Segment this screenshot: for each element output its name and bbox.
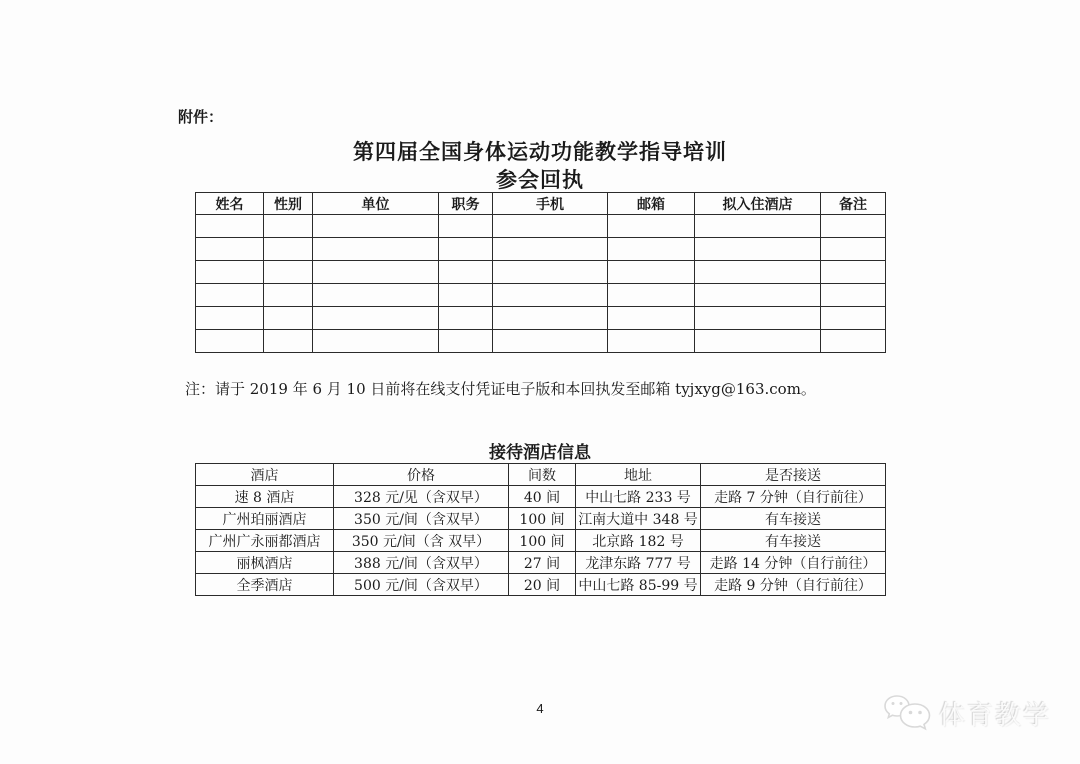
reply-empty-cell: [264, 284, 313, 307]
reply-empty-cell: [608, 238, 695, 261]
reply-empty-cell: [196, 284, 264, 307]
reply-empty-row: [196, 238, 886, 261]
reply-column-header: 拟入住酒店: [695, 193, 821, 215]
reply-empty-cell: [439, 261, 493, 284]
reply-column-header: 手机: [493, 193, 608, 215]
reply-empty-cell: [264, 307, 313, 330]
reply-empty-cell: [264, 330, 313, 353]
hotel-cell: 27 间: [509, 552, 576, 574]
reply-empty-cell: [196, 330, 264, 353]
reply-empty-row: [196, 284, 886, 307]
hotel-section-title: 接待酒店信息: [489, 443, 591, 462]
reply-empty-cell: [313, 215, 439, 238]
reply-empty-cell: [313, 261, 439, 284]
hotel-row: [196, 530, 886, 552]
reply-empty-cell: [264, 261, 313, 284]
reply-empty-cell: [264, 238, 313, 261]
hotel-cell: 中山七路 85-99 号: [576, 574, 701, 596]
hotel-column-header: 酒店: [196, 464, 334, 486]
hotel-cell: 全季酒店: [196, 574, 334, 596]
hotel-cell: 速 8 酒店: [196, 486, 334, 508]
hotel-column-header: 是否接送: [701, 464, 886, 486]
reply-empty-cell: [821, 330, 886, 353]
hotel-row: [196, 574, 886, 596]
reply-empty-cell: [439, 238, 493, 261]
watermark-text: 体育教学: [939, 700, 1052, 731]
reply-empty-cell: [196, 307, 264, 330]
reply-empty-cell: [608, 215, 695, 238]
reply-empty-cell: [439, 330, 493, 353]
reply-empty-cell: [313, 238, 439, 261]
reply-form-table: [195, 192, 886, 353]
hotel-cell: 有车接送: [701, 530, 886, 552]
reply-empty-cell: [608, 330, 695, 353]
reply-empty-cell: [608, 284, 695, 307]
hotel-column-header: 地址: [576, 464, 701, 486]
reply-empty-cell: [821, 261, 886, 284]
reply-empty-cell: [493, 330, 608, 353]
reply-empty-cell: [821, 215, 886, 238]
reply-empty-cell: [493, 215, 608, 238]
reply-empty-cell: [313, 284, 439, 307]
reply-empty-cell: [695, 330, 821, 353]
hotel-cell: 北京路 182 号: [576, 530, 701, 552]
reply-empty-cell: [439, 215, 493, 238]
reply-empty-cell: [196, 215, 264, 238]
reply-column-header: 邮箱: [608, 193, 695, 215]
hotel-cell: 20 间: [509, 574, 576, 596]
hotel-cell: 中山七路 233 号: [576, 486, 701, 508]
note-text: 注：请于 2019 年 6 月 10 日前将在线支付凭证电子版和本回执发至邮箱 tyjxyg@163.com。: [185, 380, 816, 398]
reply-empty-cell: [695, 261, 821, 284]
reply-column-header: 职务: [439, 193, 493, 215]
hotel-column-header: 价格: [334, 464, 509, 486]
reply-empty-cell: [264, 215, 313, 238]
hotel-row: [196, 486, 886, 508]
reply-empty-cell: [695, 307, 821, 330]
reply-empty-row: [196, 215, 886, 238]
hotel-cell: 走路 7 分钟（自行前往）: [701, 486, 886, 508]
hotel-row: [196, 552, 886, 574]
hotel-cell: 40 间: [509, 486, 576, 508]
reply-empty-cell: [313, 307, 439, 330]
page-number: 4: [536, 701, 544, 716]
hotel-cell: 有车接送: [701, 508, 886, 530]
reply-empty-cell: [821, 238, 886, 261]
reply-empty-cell: [493, 261, 608, 284]
hotel-info-table: [195, 463, 886, 596]
hotel-cell: 龙津东路 777 号: [576, 552, 701, 574]
document-title-line2: 参会回执: [496, 169, 584, 192]
hotel-cell: 100 间: [509, 530, 576, 552]
hotel-cell: 广州珀丽酒店: [196, 508, 334, 530]
reply-empty-cell: [439, 307, 493, 330]
hotel-cell: 350 元/间（含双早）: [334, 508, 509, 530]
hotel-cell: 走路 14 分钟（自行前往）: [701, 552, 886, 574]
hotel-cell: 100 间: [509, 508, 576, 530]
reply-empty-cell: [695, 238, 821, 261]
hotel-cell: 广州广永丽都酒店: [196, 530, 334, 552]
reply-empty-cell: [196, 238, 264, 261]
reply-empty-row: [196, 330, 886, 353]
reply-empty-row: [196, 307, 886, 330]
reply-column-header: 备注: [821, 193, 886, 215]
reply-empty-cell: [695, 284, 821, 307]
hotel-cell: 328 元/见（含双早）: [334, 486, 509, 508]
reply-empty-cell: [313, 330, 439, 353]
reply-column-header: 单位: [313, 193, 439, 215]
hotel-cell: 350 元/间（含 双早）: [334, 530, 509, 552]
reply-empty-cell: [493, 238, 608, 261]
reply-empty-cell: [493, 307, 608, 330]
reply-column-header: 姓名: [196, 193, 264, 215]
reply-empty-cell: [608, 307, 695, 330]
reply-header-row: [196, 193, 886, 215]
document-title-line1: 第四届全国身体运动功能教学指导培训: [353, 141, 727, 164]
hotel-cell: 丽枫酒店: [196, 552, 334, 574]
reply-empty-cell: [695, 215, 821, 238]
reply-empty-cell: [821, 284, 886, 307]
reply-empty-cell: [196, 261, 264, 284]
watermark: [882, 690, 1051, 736]
reply-empty-cell: [439, 284, 493, 307]
hotel-cell: 走路 9 分钟（自行前往）: [701, 574, 886, 596]
reply-empty-cell: [493, 284, 608, 307]
wechat-icon: [882, 690, 934, 736]
attachment-label: 附件：: [178, 109, 224, 126]
hotel-row: [196, 508, 886, 530]
hotel-cell: 388 元/间（含双早）: [334, 552, 509, 574]
hotel-cell: 江南大道中 348 号: [576, 508, 701, 530]
reply-column-header: 性别: [264, 193, 313, 215]
reply-empty-cell: [821, 307, 886, 330]
hotel-column-header: 间数: [509, 464, 576, 486]
reply-empty-row: [196, 261, 886, 284]
hotel-header-row: [196, 464, 886, 486]
reply-empty-cell: [608, 261, 695, 284]
hotel-cell: 500 元/间（含双早）: [334, 574, 509, 596]
